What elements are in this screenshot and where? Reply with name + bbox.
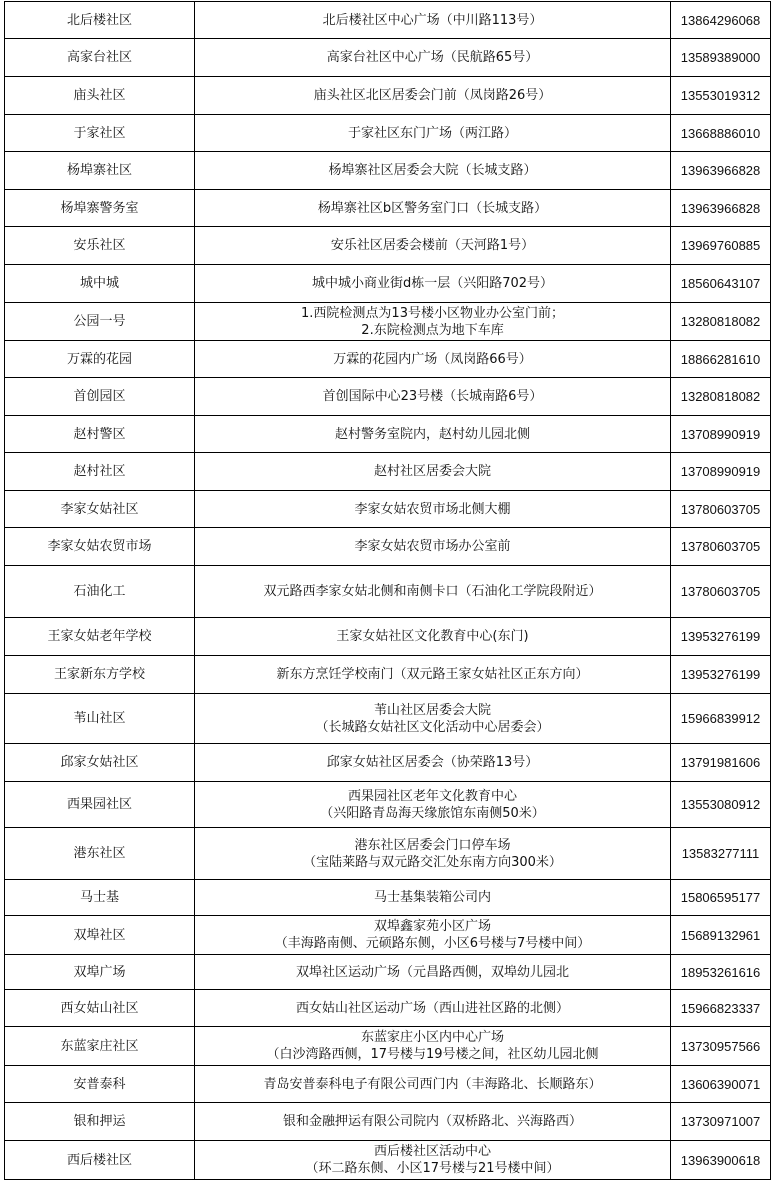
- table-row: [5, 77, 771, 115]
- testing-location-cell: [195, 378, 671, 416]
- contact-phone-cell: 13963966828: [671, 190, 771, 227]
- testing-location-cell: [195, 656, 671, 694]
- community-name-cell: 李家女姑社区: [5, 491, 195, 528]
- community-name-cell: 双埠社区: [5, 916, 195, 955]
- table-row: [5, 265, 771, 303]
- community-name-cell: 安普泰科: [5, 1066, 195, 1103]
- community-name-cell: 马士基: [5, 880, 195, 916]
- contact-phone-cell: 13730957566: [671, 1027, 771, 1066]
- testing-location-cell: [195, 990, 671, 1027]
- table-row: [5, 618, 771, 656]
- table-row: [5, 453, 771, 491]
- contact-phone-cell: 13280818082: [671, 303, 771, 341]
- contact-phone-cell: 13280818082: [671, 378, 771, 416]
- testing-location-cell: [195, 694, 671, 744]
- community-name-cell: 赵村警区: [5, 416, 195, 453]
- community-name-cell: 银和押运: [5, 1103, 195, 1141]
- community-name-cell: 港东社区: [5, 828, 195, 880]
- location-line: 2.东院检测点为地下车库: [361, 322, 504, 338]
- table-row: [5, 656, 771, 694]
- location-line: 邱家女姑社区居委会（协荣路13号）: [326, 755, 539, 770]
- contact-phone-cell: 13780603705: [671, 528, 771, 566]
- table-row: [5, 528, 771, 566]
- testing-location-cell: [195, 416, 671, 453]
- location-line: 马士基集装箱公司内: [373, 890, 491, 905]
- location-line: 万霖的花园内广场（凤岗路66号）: [333, 351, 532, 367]
- location-line: （白沙湾路西侧，17号楼与19号楼之间，社区幼儿园北侧: [266, 1047, 599, 1062]
- contact-phone-cell: 13953276199: [671, 656, 771, 694]
- table-row: [5, 491, 771, 528]
- location-line: （宝陆莱路与双元路交汇处东南方向300米）: [303, 854, 562, 870]
- community-name-cell: 于家社区: [5, 115, 195, 152]
- testing-location-cell: [195, 303, 671, 341]
- location-line: 杨埠寨社区b区警务室门口（长城支路）: [317, 200, 548, 216]
- community-name-cell: 李家女姑农贸市场: [5, 528, 195, 566]
- testing-location-cell: [195, 880, 671, 916]
- table-row: [5, 566, 771, 618]
- table-row: [5, 990, 771, 1027]
- contact-phone-cell: 13780603705: [671, 566, 771, 618]
- table-row: [5, 1141, 771, 1180]
- testing-location-cell: [195, 190, 671, 227]
- table-row: [5, 916, 771, 955]
- testing-location-cell: [195, 77, 671, 115]
- table-row: [5, 782, 771, 828]
- location-line: 双元路西李家女姑北侧和南侧卡口（石油化工学院段附近）: [263, 584, 602, 599]
- testing-location-cell: [195, 782, 671, 828]
- testing-location-cell: [195, 491, 671, 528]
- testing-location-cell: [195, 115, 671, 152]
- location-line: 1.西院检测点为13号楼小区物业办公室门前；: [301, 305, 564, 321]
- community-name-cell: 石油化工: [5, 566, 195, 618]
- community-name-cell: 西果园社区: [5, 782, 195, 828]
- community-name-cell: 高家台社区: [5, 39, 195, 77]
- contact-phone-cell: 13864296068: [671, 2, 771, 39]
- location-line: 庙头社区北区居委会门前（凤岗路26号）: [313, 88, 552, 103]
- contact-phone-cell: 13553019312: [671, 77, 771, 115]
- location-line: （长城路女姑社区文化活动中心居委会）: [315, 719, 550, 735]
- location-line: 西后楼社区活动中心: [373, 1144, 491, 1159]
- testing-location-cell: [195, 828, 671, 880]
- testing-sites-table: [4, 1, 771, 1180]
- table-row: [5, 828, 771, 880]
- location-line: 港东社区居委会门口停车场: [354, 837, 511, 853]
- contact-phone-cell: 13606390071: [671, 1066, 771, 1103]
- contact-phone-cell: 13553080912: [671, 782, 771, 828]
- table-row: [5, 190, 771, 227]
- testing-location-cell: [195, 618, 671, 656]
- location-line: 于家社区东门广场（两江路）: [347, 125, 517, 141]
- testing-location-cell: [195, 1103, 671, 1141]
- table-row: [5, 416, 771, 453]
- location-line: （丰海路南侧、元硕路东侧，小区6号楼与7号楼中间）: [274, 936, 591, 951]
- location-line: 新东方烹饪学校南门（双元路王家女姑社区正东方向）: [276, 667, 589, 682]
- community-name-cell: 万霖的花园: [5, 341, 195, 378]
- community-name-cell: 西后楼社区: [5, 1141, 195, 1180]
- testing-location-cell: [195, 265, 671, 303]
- table-row: [5, 694, 771, 744]
- location-line: 银和金融押运有限公司院内（双桥路北、兴海路西）: [282, 1114, 582, 1129]
- table-row: [5, 2, 771, 39]
- table-row: [5, 955, 771, 990]
- testing-location-cell: [195, 1066, 671, 1103]
- community-name-cell: 双埠广场: [5, 955, 195, 990]
- testing-location-cell: [195, 39, 671, 77]
- contact-phone-cell: 13963900618: [671, 1141, 771, 1180]
- location-line: 西果园社区老年文化教育中心: [347, 788, 517, 804]
- contact-phone-cell: 13668886010: [671, 115, 771, 152]
- location-line: 赵村社区居委会大院: [373, 464, 491, 479]
- location-line: 城中城小商业街d栋一层（兴阳路702号）: [311, 276, 554, 291]
- table-row: [5, 303, 771, 341]
- community-name-cell: 杨埠寨社区: [5, 152, 195, 190]
- community-name-cell: 西女姑山社区: [5, 990, 195, 1027]
- table-row: [5, 1066, 771, 1103]
- location-line: （兴阳路青岛海天缘旅馆东南侧50米）: [320, 805, 545, 821]
- community-name-cell: 首创园区: [5, 378, 195, 416]
- location-line: 双埠社区运动广场（元昌路西侧，双埠幼儿园北: [295, 964, 569, 980]
- location-line: （环二路东侧、小区17号楼与21号楼中间）: [305, 1161, 560, 1176]
- location-line: 李家女姑农贸市场办公室前: [354, 539, 511, 554]
- contact-phone-cell: 13708990919: [671, 453, 771, 491]
- location-line: 赵村警务室院内，赵村幼儿园北侧: [334, 426, 530, 442]
- contact-phone-cell: 15966839912: [671, 694, 771, 744]
- contact-phone-cell: 15966823337: [671, 990, 771, 1027]
- community-name-cell: 苇山社区: [5, 694, 195, 744]
- community-name-cell: 庙头社区: [5, 77, 195, 115]
- table-row: [5, 152, 771, 190]
- testing-location-cell: [195, 955, 671, 990]
- table-row: [5, 1103, 771, 1141]
- contact-phone-cell: 18953261616: [671, 955, 771, 990]
- testing-location-cell: [195, 341, 671, 378]
- community-name-cell: 王家女姑老年学校: [5, 618, 195, 656]
- community-name-cell: 杨埠寨警务室: [5, 190, 195, 227]
- contact-phone-cell: 15806595177: [671, 880, 771, 916]
- location-line: 苇山社区居委会大院: [373, 702, 491, 718]
- table-row: [5, 227, 771, 265]
- contact-phone-cell: 15689132961: [671, 916, 771, 955]
- contact-phone-cell: 13730971007: [671, 1103, 771, 1141]
- contact-phone-cell: 13969760885: [671, 227, 771, 265]
- testing-location-cell: [195, 1141, 671, 1180]
- contact-phone-cell: 13583277111: [671, 828, 771, 880]
- community-name-cell: 东蓝家庄社区: [5, 1027, 195, 1066]
- table-body: [5, 2, 771, 1180]
- location-line: 安乐社区居委会楼前（天河路1号）: [330, 238, 535, 253]
- community-name-cell: 公园一号: [5, 303, 195, 341]
- contact-phone-cell: 18560643107: [671, 265, 771, 303]
- location-line: 青岛安普泰科电子有限公司西门内（丰海路北、长顺路东）: [263, 1076, 602, 1092]
- contact-phone-cell: 13780603705: [671, 491, 771, 528]
- testing-location-cell: [195, 227, 671, 265]
- community-name-cell: 王家新东方学校: [5, 656, 195, 694]
- testing-location-cell: [195, 1027, 671, 1066]
- table-row: [5, 1027, 771, 1066]
- community-name-cell: 邱家女姑社区: [5, 744, 195, 782]
- location-line: 东蓝家庄小区内中心广场: [360, 1030, 504, 1045]
- community-name-cell: 北后楼社区: [5, 2, 195, 39]
- contact-phone-cell: 13953276199: [671, 618, 771, 656]
- testing-location-cell: [195, 453, 671, 491]
- location-line: 西女姑山社区运动广场（西山进社区路的北侧）: [295, 1000, 569, 1016]
- contact-phone-cell: 13708990919: [671, 416, 771, 453]
- location-line: 李家女姑农贸市场北侧大棚: [354, 501, 511, 517]
- contact-phone-cell: 13963966828: [671, 152, 771, 190]
- table-row: [5, 115, 771, 152]
- location-line: 双埠鑫家苑小区广场: [373, 919, 491, 934]
- testing-location-cell: [195, 2, 671, 39]
- location-line: 北后楼社区中心广场（中川路113号）: [322, 12, 543, 28]
- location-line: 王家女姑社区文化教育中心(东门): [336, 629, 529, 644]
- table-row: [5, 880, 771, 916]
- table-row: [5, 744, 771, 782]
- testing-location-cell: [195, 744, 671, 782]
- table-row: [5, 39, 771, 77]
- table-row: [5, 341, 771, 378]
- contact-phone-cell: 18866281610: [671, 341, 771, 378]
- community-name-cell: 赵村社区: [5, 453, 195, 491]
- community-name-cell: 城中城: [5, 265, 195, 303]
- testing-location-cell: [195, 566, 671, 618]
- location-line: 高家台社区中心广场（民航路65号）: [326, 50, 539, 65]
- testing-location-cell: [195, 152, 671, 190]
- community-name-cell: 安乐社区: [5, 227, 195, 265]
- contact-phone-cell: 13589389000: [671, 39, 771, 77]
- location-line: 杨埠寨社区居委会大院（长城支路）: [328, 163, 537, 178]
- table-row: [5, 378, 771, 416]
- testing-location-cell: [195, 916, 671, 955]
- testing-location-cell: [195, 528, 671, 566]
- location-line: 首创国际中心23号楼（长城南路6号）: [322, 389, 543, 404]
- contact-phone-cell: 13791981606: [671, 744, 771, 782]
